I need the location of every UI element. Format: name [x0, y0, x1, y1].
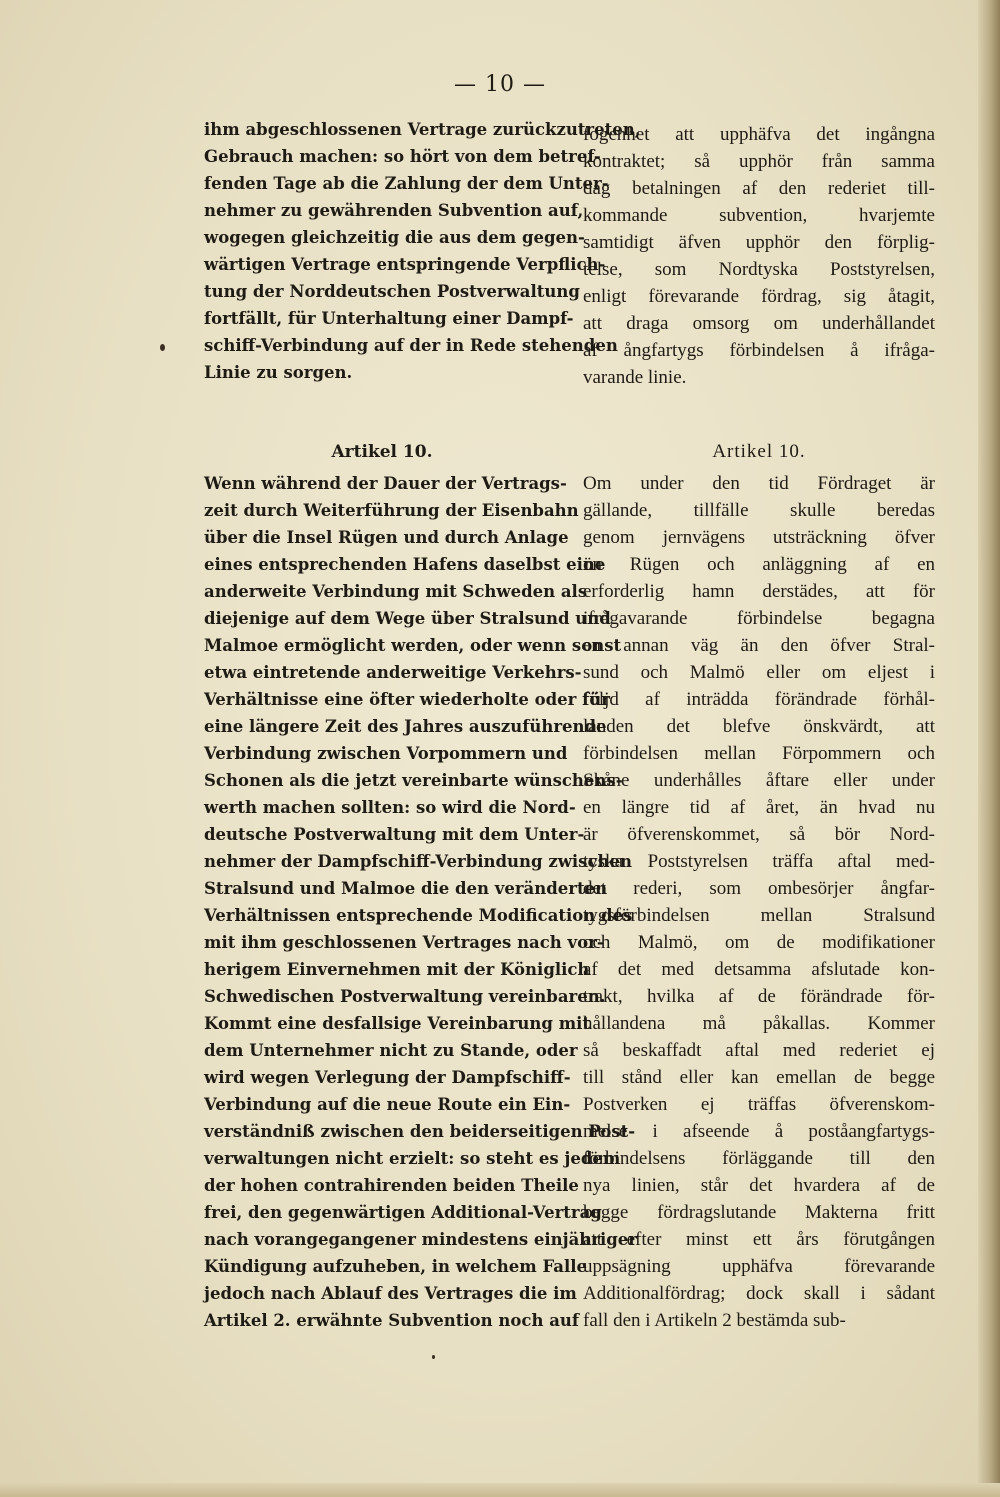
swedish-text-line: trakt, hvilka af de förändrade för-: [583, 986, 935, 1007]
swedish-article-heading: Artikel 10.: [712, 441, 806, 462]
german-text-line: Verhältnisse eine öfter wiederholte oder für: [204, 690, 610, 709]
german-text-line: Gebrauch machen: so hört von dem betref-: [204, 147, 601, 166]
german-text-line: anderweite Verbindung mit Schweden als: [204, 582, 588, 601]
page-number: — 10 —: [454, 72, 546, 97]
german-text-line: zeit durch Weiterführung der Eisenbahn: [204, 501, 579, 520]
german-text-line: frei, den gegenwärtigen Additional-Vertrag: [204, 1203, 602, 1222]
german-text-line: Schwedischen Postverwaltung vereinbaren.: [204, 987, 606, 1006]
german-paragraph-2: [204, 470, 637, 1334]
swedish-column: [583, 121, 935, 391]
swedish-text-line: ifrågavarande förbindelse begagna: [583, 608, 935, 629]
swedish-text-line: Skåne underhålles åftare eller under: [583, 770, 935, 791]
swedish-text-line: en annan väg än den öfver Stral-: [583, 635, 935, 656]
ink-speck: [160, 344, 165, 351]
german-text-line: verwaltungen nicht erzielt: so steht es jedem: [204, 1149, 621, 1168]
swedish-text-line: förbindelsen mellan Förpommern och: [583, 743, 935, 764]
swedish-text-line: att draga omsorg om underhållandet: [583, 313, 935, 334]
swedish-paragraph-2: [583, 470, 935, 1334]
german-text-line: etwa eintretende anderweitige Verkehrs-: [204, 663, 582, 682]
swedish-text-line: af det med detsamma afslutade kon-: [583, 959, 935, 980]
swedish-text-line: samtidigt äfven upphör den förplig-: [583, 232, 935, 253]
swedish-text-line: fogenhet att upphäfva det ingångna: [583, 124, 935, 145]
swedish-text-line: Postverken ej träffas öfverenskom-: [583, 1094, 935, 1115]
german-text-line: der hohen contrahirenden beiden Theile: [204, 1176, 579, 1195]
swedish-text-line: nya linien, står det hvardera af de: [583, 1175, 935, 1196]
swedish-text-line: Additionalfördrag; dock skall i sådant: [583, 1283, 935, 1304]
swedish-text-line: ön Rügen och anläggning af en: [583, 554, 935, 575]
german-text-line: über die Insel Rügen und durch Anlage: [204, 528, 569, 547]
german-text-line: fenden Tage ab die Zahlung der dem Unter-: [204, 174, 609, 193]
german-text-line: Kommt eine desfallsige Vereinbarung mit: [204, 1014, 591, 1033]
german-text-line: jedoch nach Ablauf des Vertrages die im: [204, 1284, 577, 1303]
swedish-text-line: gällande, tillfälle skulle beredas: [583, 500, 935, 521]
swedish-paragraph-1: [583, 121, 935, 391]
german-text-line: Schonen als die jetzt vereinbarte wünschens-: [204, 771, 623, 790]
swedish-text-line: enligt förevarande fördrag, sig åtagit,: [583, 286, 935, 307]
swedish-text-line: tygsförbindelsen mellan Stralsund: [583, 905, 935, 926]
german-text-line: tung der Norddeutschen Postverwaltung: [204, 282, 580, 301]
ink-speck: [432, 1355, 435, 1359]
swedish-text-line: sund och Malmö eller om eljest i: [583, 662, 935, 683]
german-text-line: fortfällt, für Unterhaltung einer Dampf-: [204, 309, 574, 328]
german-article-block: [204, 437, 637, 1334]
swedish-text-line: det rederi, som ombesörjer ångfar-: [583, 878, 935, 899]
german-text-line: nach vorangegangener mindestens einjähriger: [204, 1230, 637, 1249]
swedish-text-line: till stånd eller kan emellan de begge: [583, 1067, 935, 1088]
german-text-line: Verhältnissen entsprechende Modification des: [204, 906, 633, 925]
swedish-text-line: telse, som Nordtyska Poststyrelsen,: [583, 259, 935, 280]
german-text-line: herigem Einvernehmen mit der Königlich: [204, 960, 590, 979]
swedish-text-line: Om under den tid Fördraget är: [583, 473, 935, 494]
swedish-text-line: begge fördragslutande Makterna fritt: [583, 1202, 935, 1223]
german-text-line: eine längere Zeit des Jahres auszuführende: [204, 717, 607, 736]
page-edge-shadow: [978, 0, 1000, 1497]
german-text-line: ihm abgeschlossenen Vertrage zurückzutreten,: [204, 120, 641, 139]
german-text-line: Artikel 2. erwähnte Subvention noch auf: [204, 1311, 579, 1330]
swedish-text-line: tyska Poststyrelsen träffa aftal med-: [583, 851, 935, 872]
german-text-line: werth machen sollten: so wird die Nord-: [204, 798, 576, 817]
swedish-text-line: att efter minst ett års förutgången: [583, 1229, 935, 1250]
german-text-line: Wenn während der Dauer der Vertrags-: [204, 474, 567, 493]
german-text-line: Malmoe ermöglicht werden, oder wenn sonst: [204, 636, 622, 655]
german-text-line: Linie zu sorgen.: [204, 363, 353, 382]
german-text-line: wogegen gleichzeitig die aus dem gegen-: [204, 228, 585, 247]
swedish-text-line: varande linie.: [583, 367, 687, 388]
swedish-text-line: och Malmö, om de modifikationer: [583, 932, 935, 953]
german-text-line: nehmer der Dampfschiff-Verbindung zwischen: [204, 852, 633, 871]
german-text-line: nehmer zu gewährenden Subvention auf,: [204, 201, 584, 220]
german-text-line: wärtigen Vertrage entspringende Verpflich-: [204, 255, 606, 274]
swedish-text-line: kontraktet; så upphör från samma: [583, 151, 935, 172]
german-text-line: Verbindung auf die neue Route ein Ein-: [204, 1095, 571, 1114]
german-text-line: dem Unternehmer nicht zu Stande, oder: [204, 1041, 578, 1060]
swedish-text-line: landen det blefve önskvärdt, att: [583, 716, 935, 737]
german-text-line: deutsche Postverwaltung mit dem Unter-: [204, 825, 585, 844]
swedish-text-line: uppsägning upphäfva förevarande: [583, 1256, 935, 1277]
swedish-text-line: genom jernvägens utsträckning öfver: [583, 527, 935, 548]
swedish-text-line: kommande subvention, hvarjemte: [583, 205, 935, 226]
german-text-line: Stralsund und Malmoe die den veränderten: [204, 879, 608, 898]
swedish-text-line: så beskaffadt aftal med rederiet ej: [583, 1040, 935, 1061]
german-article-heading: Artikel 10.: [331, 442, 433, 462]
swedish-text-line: erforderlig hamn derstädes, att för: [583, 581, 935, 602]
german-text-line: diejenige auf dem Wege über Stralsund und: [204, 609, 611, 628]
german-text-line: Kündigung aufzuheben, in welchem Falle: [204, 1257, 588, 1276]
swedish-text-line: af ångfartygs förbindelsen å ifråga-: [583, 340, 935, 361]
swedish-text-line: melse i afseende å poståangfartygs-: [583, 1121, 935, 1142]
page-bottom-edge: [0, 1483, 1000, 1497]
german-text-line: wird wegen Verlegung der Dampfschiff-: [204, 1068, 571, 1087]
german-text-line: schiff-Verbindung auf der in Rede stehenden: [204, 336, 618, 355]
swedish-text-line: dag betalningen af den rederiet till-: [583, 178, 935, 199]
german-text-line: eines entsprechenden Hafens daselbst eine: [204, 555, 606, 574]
swedish-text-line: följd af inträdda förändrade förhål-: [583, 689, 935, 710]
swedish-article-block: [583, 437, 935, 1334]
swedish-text-line: hållandena må påkallas. Kommer: [583, 1013, 935, 1034]
swedish-text-line: en längre tid af året, än hvad nu: [583, 797, 935, 818]
swedish-text-line: fall den i Artikeln 2 bestämda sub-: [583, 1310, 846, 1331]
german-text-line: mit ihm geschlossenen Vertrages nach vor-: [204, 933, 604, 952]
swedish-text-line: förbindelsens förläggande till den: [583, 1148, 935, 1169]
german-text-line: Verbindung zwischen Vorpommern und: [204, 744, 568, 763]
german-text-line: verständniß zwischen den beiderseitigen Post-: [204, 1122, 636, 1141]
swedish-text-line: är öfverenskommet, så bör Nord-: [583, 824, 935, 845]
